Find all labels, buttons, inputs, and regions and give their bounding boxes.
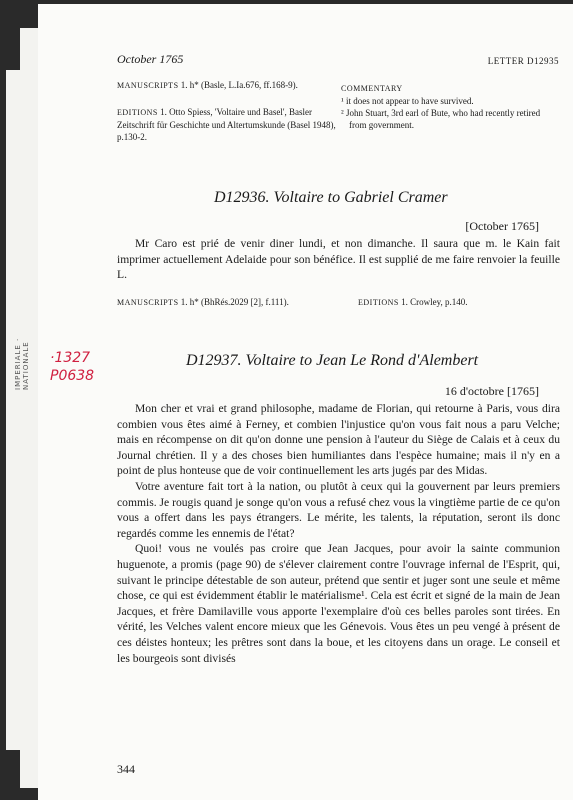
editions-label: EDITIONS [358,298,399,307]
letter-body [117,236,560,283]
letter-title: D12937. Voltaire to Jean Le Rond d'Alembert [186,352,479,369]
manuscripts-label: MANUSCRIPTS [117,298,179,307]
commentary-label: COMMENTARY [341,84,403,93]
manuscripts-text: 1. h* (BhRés.2029 [2], f.111). [180,297,289,307]
editions-text: 1. Crowley, p.140. [401,297,468,307]
commentary-note-2: ² John Stuart, 3rd earl of Bute, who had recently retired from government. [341,108,541,130]
manuscripts-block [117,79,342,92]
editions-block [358,296,558,309]
commentary-note-1: ¹ it does not appear to have survived. [341,96,474,106]
editions-block [117,106,342,143]
page-number: 344 [117,762,135,776]
commentary-block [341,83,559,131]
manuscripts-text: 1. h* (Basle, L.Ia.676, ff.168-9). [180,80,298,90]
library-stamp: IMPERIALE · NATIONALE [14,337,30,390]
editions-label: EDITIONS [117,108,158,117]
running-header-letter: LETTER D12935 [487,56,559,66]
annotation-line-1: ·1327 [50,350,91,366]
letter-date: [October 1765] [465,219,539,233]
letter-paragraph: Votre aventure fait tort à la nation, ou plutôt à ceux qui la gouvernent par leurs premiers commis. Je rougis quand je songe qu'on vous a refusé chez vous la vingtième partie de ce qu'on vous a offert dans les pays étrangers. Le mérite, les talents, la réputation, seront ils donc regardés comme les ennemis de l'état? [117,479,560,540]
handwritten-annotation [50,349,94,385]
document-page [38,4,573,800]
letter-paragraph: Mon cher et vrai et grand philosophe, madame de Florian, qui retourne à Paris, vous dira combien vous êtes aimé à Ferney, et combien l'injustice qu'on vous fait nous a paru Velche; mais en récompense on dit qu'on donne une pension à l'auteur du Siège de Calais et à ceux du Journal chrétien. Il y a des choses bien humiliantes dans l'espèce humaine; mais il n'y en a point de plus honteuse que de voir continuellement les arts jugés par des Midas. [117,402,560,478]
editions-text: 1. Otto Spiess, 'Voltaire und Basel', Basler Zeitschrift für Geschichte und Altertumskunde (Basel 1948), p.130-2. [117,107,336,142]
annotation-line-2: P0638 [50,368,95,384]
letter-paragraph: Mr Caro est prié de venir diner lundi, et non dimanche. Il saura que m. le Kain fait imprimer actuellement Adelaide pour son bénéfice. Il est supplié de me faire renvoier la feuille L. [117,237,560,282]
letter-date: 16 d'octobre [1765] [444,384,539,398]
letter-title: D12936. Voltaire to Gabriel Cramer [214,189,448,206]
manuscripts-block [117,296,347,309]
letter-body [117,401,560,666]
letter-paragraph: Quoi! vous ne voulés pas croire que Jean Jacques, pour avoir la sainte communion huguenote, a promis (page 90) de s'élever clairement contre l'ouvrage infernal de l'Esprit, qui, suivant le principe détestable de son auteur, prétend que sentir et juger sont une seule et même chose, ce qui est évidemment établir le matérialisme¹. Cela est écrit et signé de la main de Jean Jacques, et frère Damilaville vous apporte l'exemplaire d'où ces belles paroles sont tirées. En vérité, les Velches valent encore mieux que les Génevois. Vous êtes un peu vengé à présent de ces déistes honteux; les prêtres sont dans la boue, et les citoyens dans un orage. Le conseil et les bourgeois sont divisés [117,542,560,665]
manuscripts-label: MANUSCRIPTS [117,81,179,90]
running-header-date: October 1765 [117,52,184,66]
